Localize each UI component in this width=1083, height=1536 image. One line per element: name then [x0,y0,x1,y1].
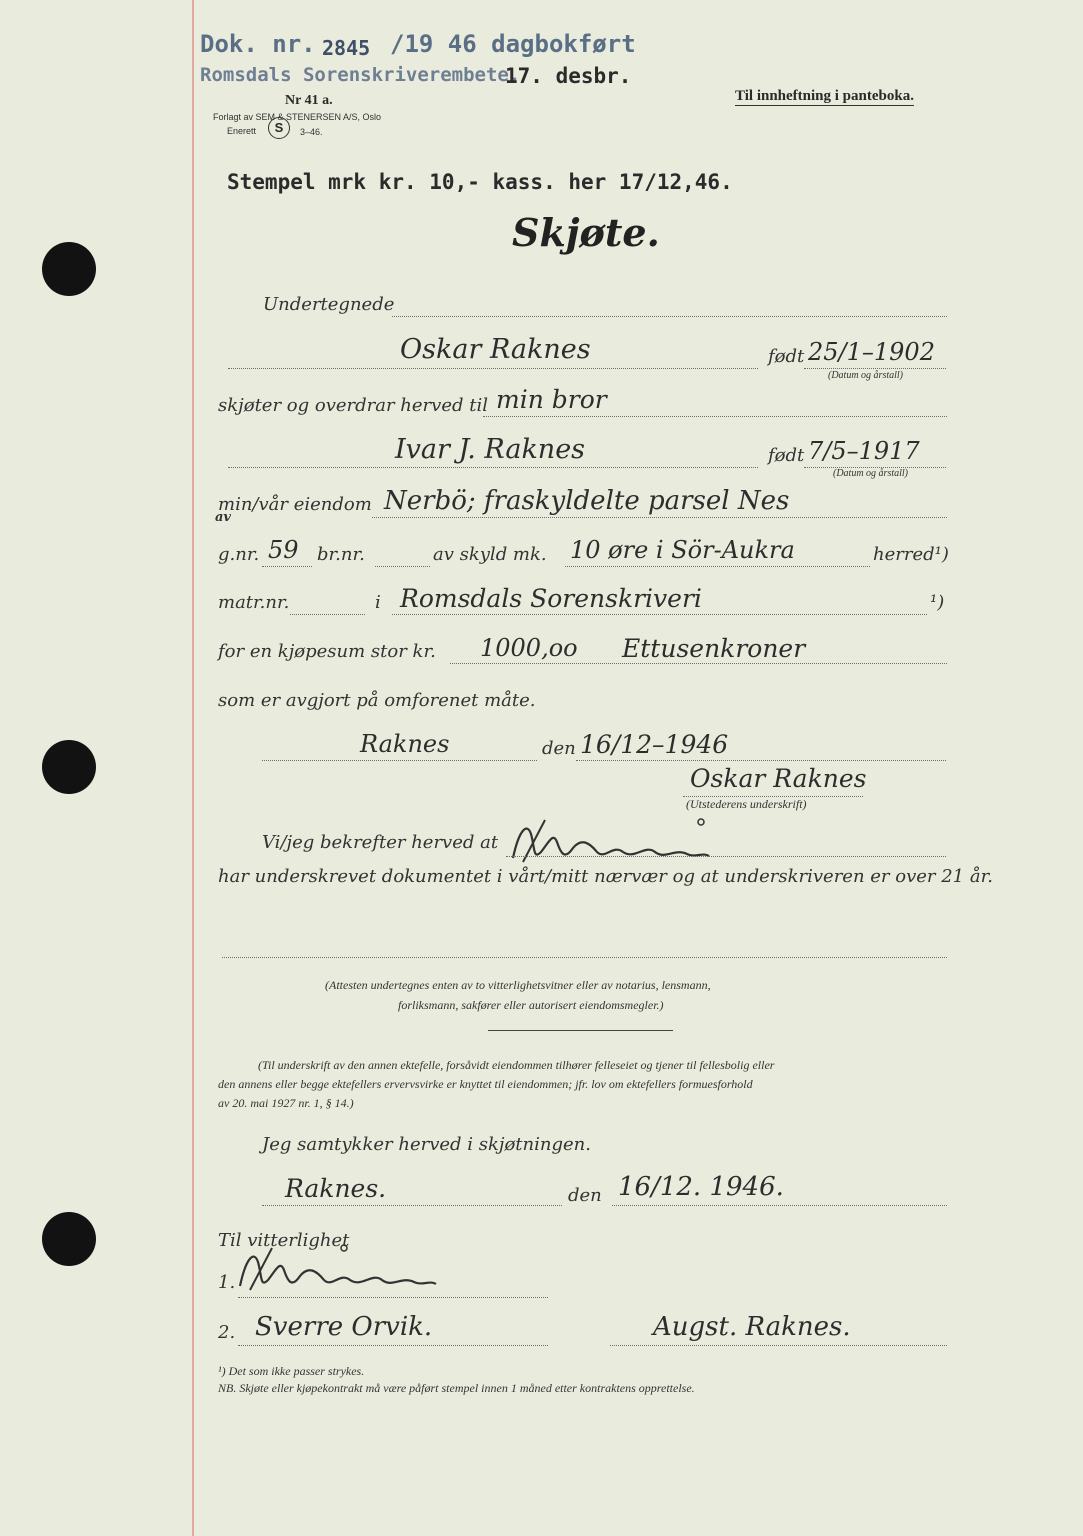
dotted-line [238,1297,548,1298]
conveys-text: skjøter og overdrar herved til [218,395,488,416]
witness-3-name: Augst. Raknes. [653,1312,851,1342]
dotted-line [506,856,946,857]
dotted-line [565,566,870,567]
publisher-enerett: Enerett [227,126,257,136]
margin-line [192,0,194,1536]
consent-den: den [568,1185,602,1206]
consent-place: Raknes. [285,1174,387,1203]
matrnr-label: matr.nr. [218,592,290,613]
dotted-line [262,566,312,567]
price-value: 1000,oo [480,634,578,662]
dotted-line [228,467,758,468]
publisher-logo-icon: S [268,117,290,139]
gnr-value: 59 [268,536,299,564]
attest-note-1: (Attesten undertegnes enten av to vitterlighetsvitner eller av notarius, lensmann, [325,978,711,992]
dotted-line [375,566,430,567]
stamp-date: 17. desbr. [505,64,632,88]
office-stamp: Romsdals Sorenskriverembete. [200,64,521,86]
dok-suffix: /19 46 dagbokført [390,30,636,58]
witness-1-signature-graphic [232,1240,462,1304]
herred-label: herred¹) [873,544,949,565]
dotted-line [262,1205,562,1206]
dotted-line [576,760,946,761]
dotted-line [450,663,947,664]
witness-2-name: Sverre Orvik. [255,1312,433,1342]
dotted-line [228,368,758,369]
punch-hole-bottom [42,1212,96,1266]
gnr-label: g.nr. [218,544,260,565]
spouse-note-1: (Til underskrift av den annen ektefelle, forsåvidt eiendommen tilhører felleseiet og tjener til fellesbolig eller [258,1058,775,1072]
dotted-line [372,517,947,518]
matr-value: Romsdals Sorenskriveri [400,584,702,613]
document-title: Skjøte. [512,210,660,255]
born-label-1: født [768,346,805,367]
born-label-2: født [768,445,805,466]
settled-text: som er avgjort på omforenet måte. [218,690,536,711]
spouse-note-3: av 20. mai 1927 nr. 1, § 14.) [218,1096,354,1110]
stamp-duty-line: Stempel mrk kr. 10,- kass. her 17/12,46. [227,170,733,194]
date-caption-2: (Datum og årstall) [833,468,908,479]
sign-date: 16/12–1946 [580,730,729,759]
dotted-line [612,1205,947,1206]
dok-label: Dok. nr. [200,30,316,58]
consent-date: 16/12. 1946. [618,1172,784,1202]
recipient-relation: min bror [496,385,607,414]
property-label: min/vår eiendom [218,494,372,515]
signature-caption: (Utstederens underskrift) [686,797,807,811]
grantor-name: Oskar Raknes [400,334,591,365]
recipient-name: Ivar J. Raknes [395,434,586,465]
property-desc: Nerbö; fraskyldelte parsel Nes [384,486,790,516]
dotted-line [290,614,365,615]
date-caption-1: (Datum og årstall) [828,370,903,381]
publisher-date: 3–46. [300,127,323,137]
recipient-born: 7/5–1917 [808,437,920,465]
dotted-line [392,316,947,317]
brnr-label: br.nr. [317,544,365,565]
place: Raknes [360,730,450,758]
dotted-line [392,614,927,615]
attest-note-2: forliksmann, sakfører eller autorisert eiendomsmegler.) [398,998,664,1012]
property-note: av [215,510,231,525]
dotted-line [238,1345,548,1346]
dok-number: 2845 [322,36,371,60]
form-number: Nr 41 a. [285,93,333,108]
price-words: Ettusenkroner [622,634,806,663]
dotted-line [804,368,946,369]
separator-rule [488,1030,673,1031]
dotted-line [262,760,537,761]
publisher-line: Forlagt av SEM & STENERSEN A/S, Oslo [213,112,382,122]
skyld-label: av skyld mk. [433,544,547,565]
witness-2-num: 2. [218,1322,236,1343]
dotted-line [610,1345,947,1346]
punch-hole-top [42,242,96,296]
spouse-note-2: den annens eller begge ektefellers ervervsvirke er knyttet til eiendommen; jfr. lov om ektefellers formuesforhold [218,1077,753,1091]
grantor-born: 25/1–1902 [808,338,935,366]
undertegnede-label: Undertegnede [263,294,395,315]
dotted-line [222,957,947,958]
dotted-line [483,416,947,417]
witness-line-2: har underskrevet dokumentet i vårt/mitt nærvær og at underskriveren er over 21 år. [218,866,993,887]
grantor-signature: Oskar Raknes [690,764,867,793]
punch-hole-middle [42,740,96,794]
i-label: i [375,592,381,613]
skyld-value: 10 øre i Sör-Aukra [570,536,795,564]
witness-1-num: 1. [218,1272,236,1293]
witness-prefix: Vi/jeg bekrefter herved at [262,832,499,853]
top-right-note: Til innheftning i panteboka. [735,88,914,104]
price-label: for en kjøpesum stor kr. [218,641,436,662]
footnote-2: NB. Skjøte eller kjøpekontrakt må være påført stempel innen 1 måned etter kontraktens opprettelse. [218,1381,695,1395]
witness-heading: Til vitterlighet [218,1230,350,1251]
consent-text: Jeg samtykker herved i skjøtningen. [262,1134,591,1155]
matr-suffix: ¹) [930,592,945,613]
footnote-1: ¹) Det som ikke passer strykes. [218,1364,365,1378]
den-label: den [542,738,576,759]
